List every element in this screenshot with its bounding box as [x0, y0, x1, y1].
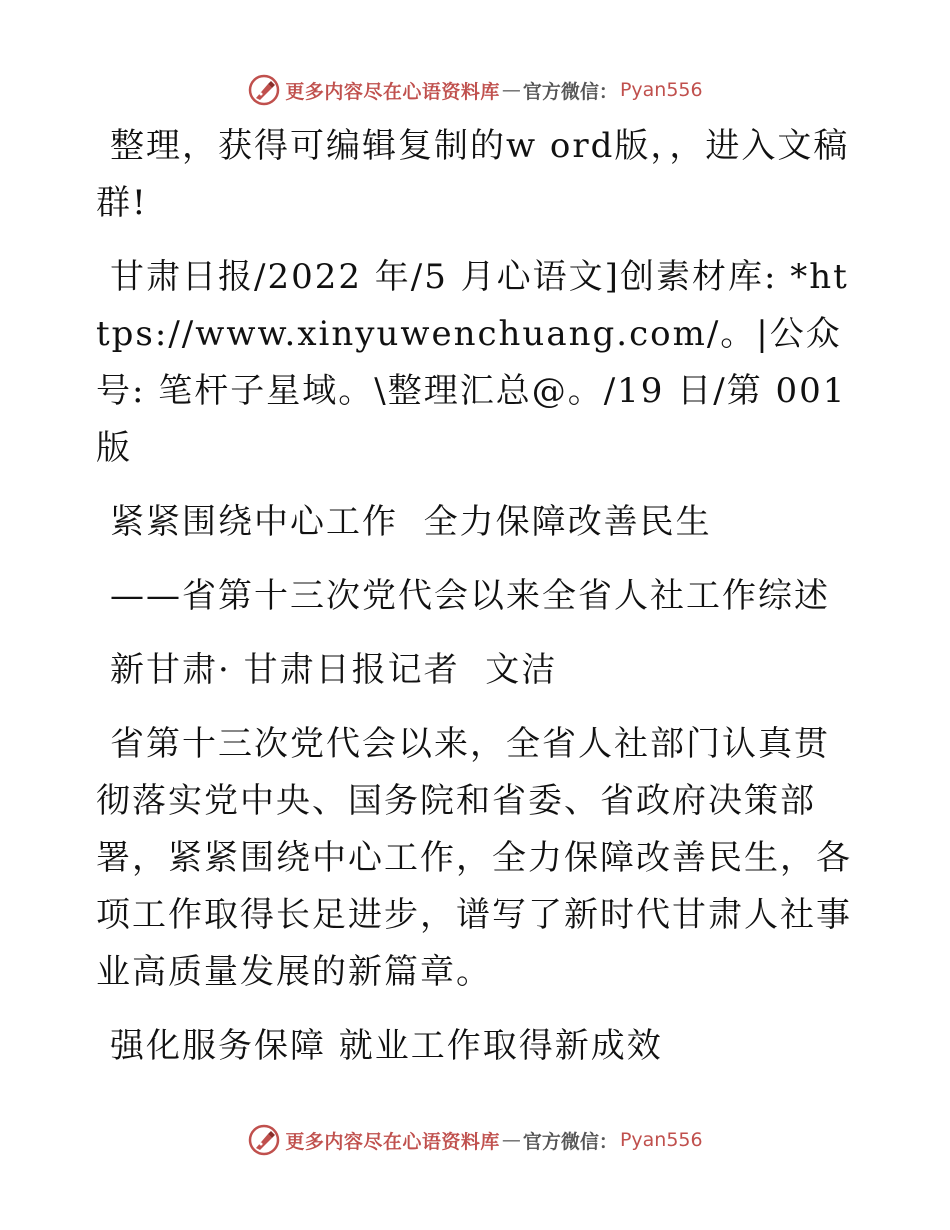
banner-separator: —: [501, 1129, 521, 1151]
banner-text: 更多内容尽在心语资料库: [285, 1130, 500, 1153]
banner-wechat-id: Pyan556: [619, 79, 703, 101]
banner-wechat-label: 官方微信：: [522, 80, 618, 103]
paragraph-source: 甘肃日报/2022 年/5 月心语文]创素材库: *https://www.xinyuwenchuang.com/。|公众号: 笔杆子星域。\整理汇总@。/19 日/第 001 版: [96, 257, 860, 468]
document-body: [96, 118, 860, 1092]
header-banner: [0, 70, 950, 110]
article-byline: 新甘肃· 甘肃日报记者 文洁: [110, 650, 558, 690]
paragraph-intro: 整理，获得可编辑复制的w ord版，，进入文稿群!: [96, 126, 850, 223]
banner-wechat-id: Pyan556: [619, 1129, 703, 1151]
pen-nib-logo-icon: [247, 1123, 281, 1157]
article-subtitle: ——省第十三次党代会以来全省人社工作综述: [110, 576, 830, 616]
section-heading: 强化服务保障 就业工作取得新成效: [110, 1026, 663, 1066]
pen-nib-logo-icon: [247, 73, 281, 107]
banner-wechat-label: 官方微信：: [522, 1130, 618, 1153]
banner-text: 更多内容尽在心语资料库: [285, 80, 500, 103]
footer-banner: [0, 1120, 950, 1160]
banner-separator: —: [501, 79, 521, 101]
article-title: 紧紧围绕中心工作 全力保障改善民生: [110, 502, 712, 542]
paragraph-body: 省第十三次党代会以来，全省人社部门认真贯彻落实党中央、国务院和省委、省政府决策部署，紧紧围绕中心工作，全力保障改善民生，各项工作取得长足进步，谱写了新时代甘肃人社事业高质量发展的新篇章。: [96, 724, 852, 992]
